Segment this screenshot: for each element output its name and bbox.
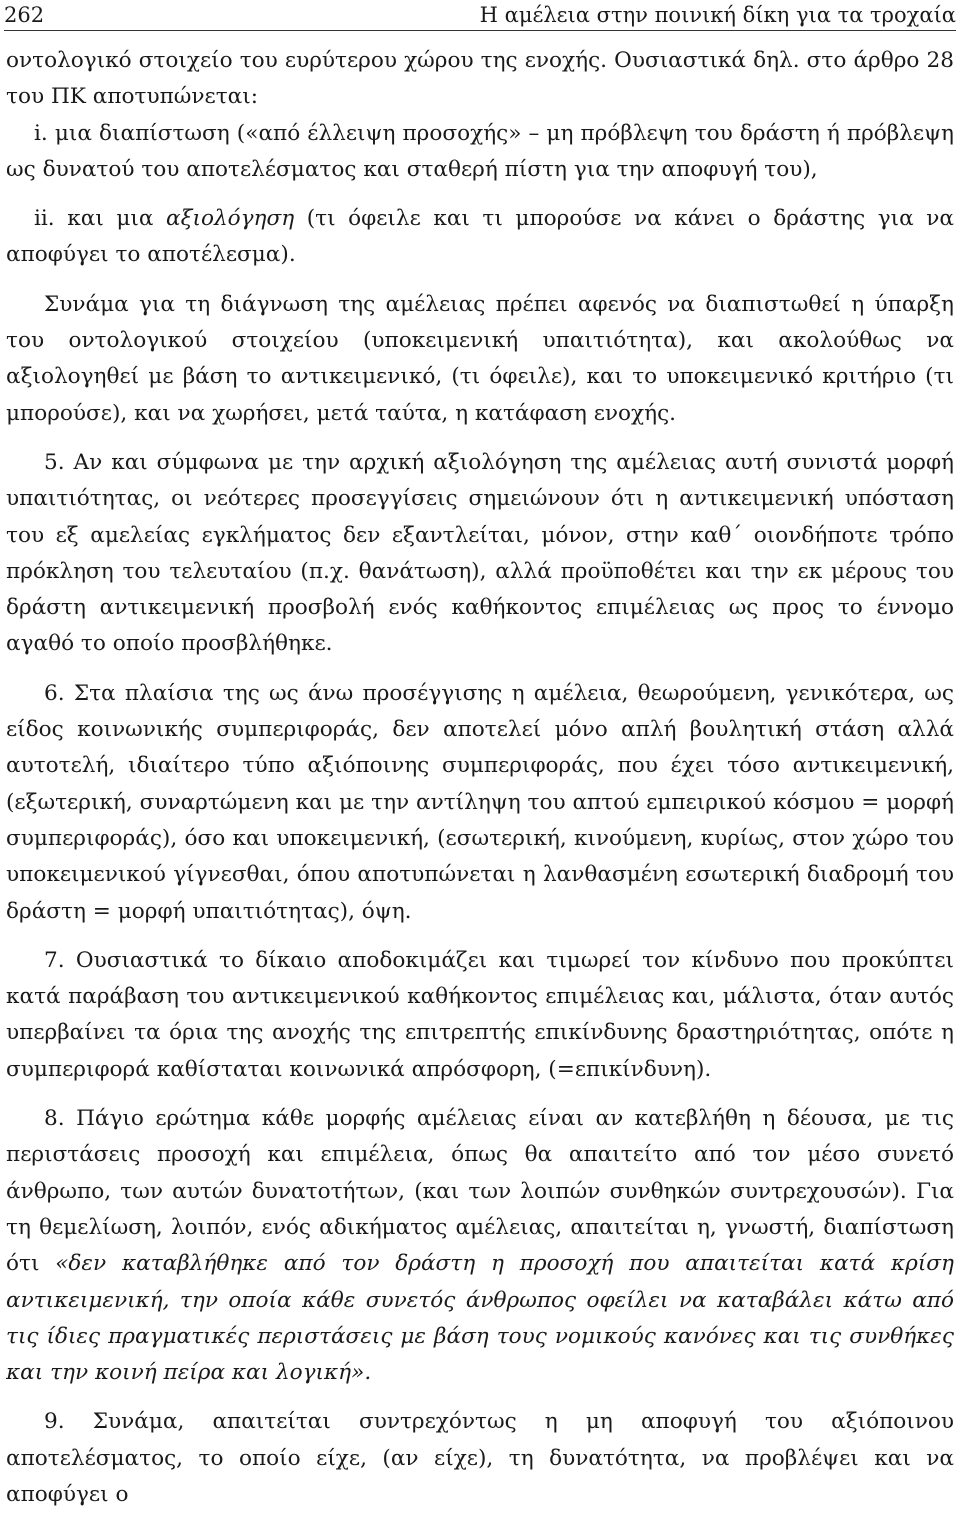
paragraph-8-quote: «δεν καταβλήθηκε από τον δράστη η προσοχή που απαιτείται κατά κρίση αντικειμενική, την οποία κάθε συνετός άνθρωπος οφείλει να καταβάλει κάτω από τις ίδιες πραγματικές περιστάσεις με βάση τους νομικούς κανόνες και τις συνθήκες και την κοινή πείρα και λογική». [6, 1251, 954, 1386]
body-text [6, 43, 954, 1513]
running-header [4, 0, 956, 31]
paragraph-continuation: οντολογικό στοιχείο του ευρύτερου χώρου της ενοχής. Ουσιαστικά δηλ. στο άρθρο 28 του ΠΚ αποτυπώνεται: [6, 48, 954, 110]
list-item-ii [6, 201, 954, 274]
paragraph-6: 6. Στα πλαίσια της ως άνω προσέγγισης η αμέλεια, θεωρούμενη, γενικότερα, ως είδος κοινωνικής συμπεριφοράς, δεν αποτελεί μόνο απλή βουλητική στάση αλλά αυτοτελή, ιδιαίτερο τύπο αξιόποινης συμπεριφοράς, που έχει τόσο αντικειμενική, (εξωτερική, συναρτώμενη και με την αντίληψη του απτού εμπειρικού κόσμου = μορφή συμπεριφοράς), όσο και υποκειμενική, (εσωτερική, κινούμενη, κυρίως, στον χώρο του υποκειμενικού γίγνεσθαι, όπου αποτυπώνεται η λανθασμένη εσωτερική διαδρομή του δράστη = μορφή υπαιτιότητας), όψη. [6, 680, 954, 924]
paragraph-8-text: 8. Πάγιο ερώτημα κάθε μορφής αμέλειας είναι αν κατεβλήθη η δέουσα, με τις περιστάσεις προσοχή και επιμέλεια, όπως θα απαιτείτο από τον μέσο συνετό άνθρωπο, των αυτών δυνατοτήτων, (και των λοιπών συνθηκών συντρεχουσών). Για τη θεμελίωση, λοιπόν, ενός αδικήματος αμέλειας, απαιτείται η, γνωστή, διαπίστωση ότι [6, 1106, 954, 1277]
list-item-ii-prefix: ii. και μια [34, 206, 166, 232]
paragraph-7: 7. Ουσιαστικά το δίκαιο αποδοκιμάζει και τιμωρεί τον κίνδυνο που προκύπτει κατά παράβαση του αντικειμενικού καθήκοντος επιμέλειας και, μάλιστα, όταν αυτός υπερβαίνει τα όρια της ανοχής της επιτρεπτής επικίνδυνης δραστηριότητας, οπότε η συμπεριφορά καθίσταται κοινωνικά απρόσφορη, (=επικίνδυνη). [6, 947, 954, 1082]
list-item-ii-emphasis: αξιολόγηση [166, 206, 295, 232]
paragraph-9: 9. Συνάμα, απαιτείται συντρεχόντως η μη αποφυγή του αξιόποινου αποτελέσματος, το οποίο είχε, (αν είχε), τη δυνατότητα, να προβλέψει και να αποφύγει ο [6, 1409, 954, 1507]
running-title: Η αμέλεια στην ποινική δίκη για τα τροχαία [479, 3, 956, 27]
paragraph-5: 5. Αν και σύμφωνα με την αρχική αξιολόγηση της αμέλειας αυτή συνιστά μορφή υπαιτιότητας, οι νεότερες προσεγγίσεις σημειώνουν ότι η αντικειμενική υπόσταση του εξ αμελείας εγκλήματος δεν εξαντλείται, μόνον, στην καθ΄ οιονδήποτε τρόπο πρόκληση του τελευταίου (π.χ. θανάτωση), αλλά προϋποθέτει και την εκ μέρους του δράστη αντικειμενική προσβολή ενός καθήκοντος επιμέλειας ως προς το έννομο αγαθό το οποίο προσβλήθηκε. [6, 449, 954, 657]
page-number: 262 [4, 3, 45, 27]
list-item-ii-suffix: (τι όφειλε και τι μπορούσε να κάνει ο δράστης για να αποφύγει το αποτέλεσμα). [6, 206, 954, 268]
list-item-i: i. μια διαπίστωση («από έλλειψη προσοχής» – μη πρόβλεψη του δράστη ή πρόβλεψη ως δυνατού του αποτελέσματος και σταθερή πίστη για την αποφυγή του), [6, 120, 954, 182]
paragraph-8 [6, 1101, 954, 1391]
paragraph-synopsis: Συνάμα για τη διάγνωση της αμέλειας πρέπει αφενός να διαπιστωθεί η ύπαρξη του οντολογικού στοιχείου (υποκειμενική υπαιτιότητα), και ακολούθως να αξιολογηθεί με βάση το αντικειμενικό, (τι όφειλε), και το υποκειμενικό κριτήριο (τι μπορούσε), και να χωρήσει, μετά ταύτα, η κατάφαση ενοχής. [6, 291, 954, 426]
